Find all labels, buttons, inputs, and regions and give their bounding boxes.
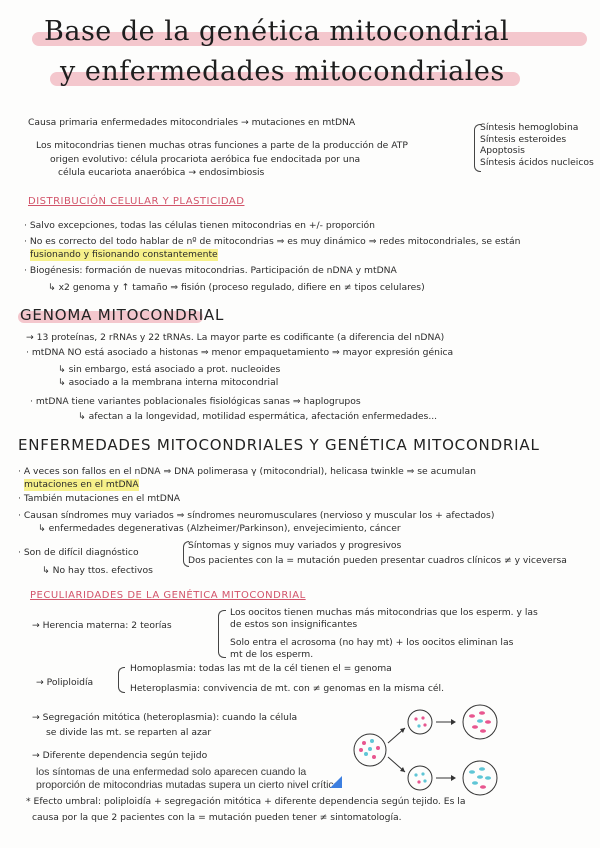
sec3-line7: ↳ No hay ttos. efectivos bbox=[42, 565, 153, 576]
heteroplasmia: Heteroplasmia: convivencia de mt. con ≠ genomas en la misma cél. bbox=[130, 683, 445, 694]
sec3-line6a: · Son de difícil diagnóstico bbox=[18, 547, 139, 558]
herencia-b1: Solo entra el acrosoma (no hay mt) + los oocitos eliminan las bbox=[230, 637, 514, 648]
section-heading-distribucion: DISTRIBUCIÓN CELULAR Y PLASTICIDAD bbox=[28, 196, 245, 207]
section-heading-peculiaridades: PECULIARIDADES DE LA GENÉTICA MITOCONDRIAL bbox=[30, 590, 306, 601]
sec2-line4: ↳ asociado a la membrana interna mitocondrial bbox=[58, 377, 279, 388]
poliploidia-bracket bbox=[118, 667, 125, 693]
segregacion-line1: → Segregación mitótica (heteroplasmia): cuando la célula bbox=[32, 712, 298, 723]
sec1-line3: fusionando y fisionando constantemente bbox=[30, 249, 218, 260]
sec2-line3: ↳ sin embargo, está asociado a prot. nucleoides bbox=[58, 364, 281, 375]
sec3-line6c: Dos pacientes con la = mutación pueden presentar cuadros clínicos ≠ y viceversa bbox=[188, 555, 567, 566]
text-cursor-handle[interactable] bbox=[330, 776, 342, 788]
parent-cell-mitochondria bbox=[359, 739, 380, 759]
side-item: Síntesis hemoglobina bbox=[480, 122, 579, 133]
sec1-line5: ↳ x2 genoma y ↑ tamaño ⇒ fisión (proceso regulado, difiere en ≠ tipos celulares) bbox=[48, 282, 425, 293]
sec3-line4: · Causan síndromes muy variados ⇒ síndromes neuromusculares (nervioso y muscular los + afectados) bbox=[18, 510, 495, 521]
sec1-line1: · Salvo excepciones, todas las células tienen mitocondrias en +/- proporción bbox=[24, 220, 375, 231]
segregation-diagram bbox=[350, 700, 510, 800]
sec1-line2: · No es correcto del todo hablar de nº de mitocondrias ⇒ es muy dinámico ⇒ redes mitocondriales, se están bbox=[24, 236, 521, 247]
intro-line2: Los mitocondrias tienen muchas otras funciones a parte de la producción de ATP bbox=[36, 140, 408, 151]
section-heading-enfermedades: ENFERMEDADES MITOCONDRIALES Y GENÉTICA MITOCONDRIAL bbox=[18, 436, 540, 454]
intro-line4: célula eucariota anaeróbica → endosimbiosis bbox=[58, 167, 265, 178]
sec3-line5: ↳ enfermedades degenerativas (Alzheimer/Parkinson), envejecimiento, cáncer bbox=[38, 523, 401, 534]
herencia-label: → Herencia materna: 2 teorías bbox=[32, 620, 172, 631]
side-item: Apoptosis bbox=[480, 145, 525, 156]
segregacion-line2: se divide las mt. se reparten al azar bbox=[46, 727, 212, 738]
side-item: Síntesis esteroides bbox=[480, 133, 567, 145]
sec2-line5: · mtDNA tiene variantes poblacionales fisiológicas sanas ⇒ haplogrupos bbox=[30, 396, 361, 407]
side-functions-list bbox=[480, 122, 594, 168]
intro-line1: Causa primaria enfermedades mitocondriales → mutaciones en mtDNA bbox=[28, 117, 356, 128]
typed-note-line2: proporción de mitocondrias mutadas supera un cierto nivel crítico. bbox=[36, 779, 343, 791]
page-title-line1: Base de la genética mitocondrial bbox=[44, 16, 510, 47]
herencia-a1: Los oocitos tienen muchas más mitocondrias que los esperm. y las bbox=[230, 607, 538, 618]
homoplasmia: Homoplasmia: todas las mt de la cél tienen el = genoma bbox=[130, 663, 392, 674]
herencia-a2: de estos son insignificantes bbox=[230, 619, 358, 630]
intro-line3: origen evolutivo: célula procariota aeróbica fue endocitada por una bbox=[50, 154, 361, 165]
sec1-line4: · Biogénesis: formación de nuevas mitocondrias. Participación de nDNA y mtDNA bbox=[24, 265, 397, 276]
herencia-b2: mt de los esperm. bbox=[230, 649, 314, 660]
umbral-line1: * Efecto umbral: poliploidía + segregación mitótica + diferente dependencia según tejido. Es la bbox=[26, 796, 466, 807]
sec2-line1: → 13 proteínas, 2 rRNAs y 22 tRNAs. La mayor parte es codificante (a diferencia del nDNA) bbox=[26, 332, 445, 343]
typed-note-line1: los síntomas de una enfermedad solo aparecen cuando la bbox=[36, 766, 307, 778]
sec2-line2: · mtDNA NO está asociado a histonas ⇒ menor empaquetamiento ⇒ mayor expresión génica bbox=[26, 347, 454, 358]
side-item: Síntesis ácidos nucleicos bbox=[480, 156, 594, 168]
umbral-line2: causa por la que 2 pacientes con la = mutación pueden tener ≠ sintomatología. bbox=[32, 812, 402, 823]
page-title-line2: y enfermedades mitocondriales bbox=[60, 56, 505, 87]
poliploidia-label: → Poliploidía bbox=[36, 677, 94, 688]
section-heading-genoma: GENOMA MITOCONDRIAL bbox=[20, 306, 225, 324]
herencia-bracket bbox=[218, 610, 226, 658]
sec3-line3: · También mutaciones en el mtDNA bbox=[18, 493, 181, 504]
sec3-line2: mutaciones en el mtDNA bbox=[24, 479, 139, 490]
sec3-line1: · A veces son fallos en el nDNA ⇒ DNA polimerasa γ (mitocondrial), helicasa twinkle ⇒ se acumulan bbox=[18, 466, 476, 477]
sec3-line6b: Síntomas y signos muy variados y progresivos bbox=[188, 540, 402, 551]
diferente-dependencia: → Diferente dependencia según tejido bbox=[32, 750, 208, 761]
sec2-line6: ↳ afectan a la longevidad, motilidad espermática, afectación enfermedades... bbox=[78, 411, 438, 422]
